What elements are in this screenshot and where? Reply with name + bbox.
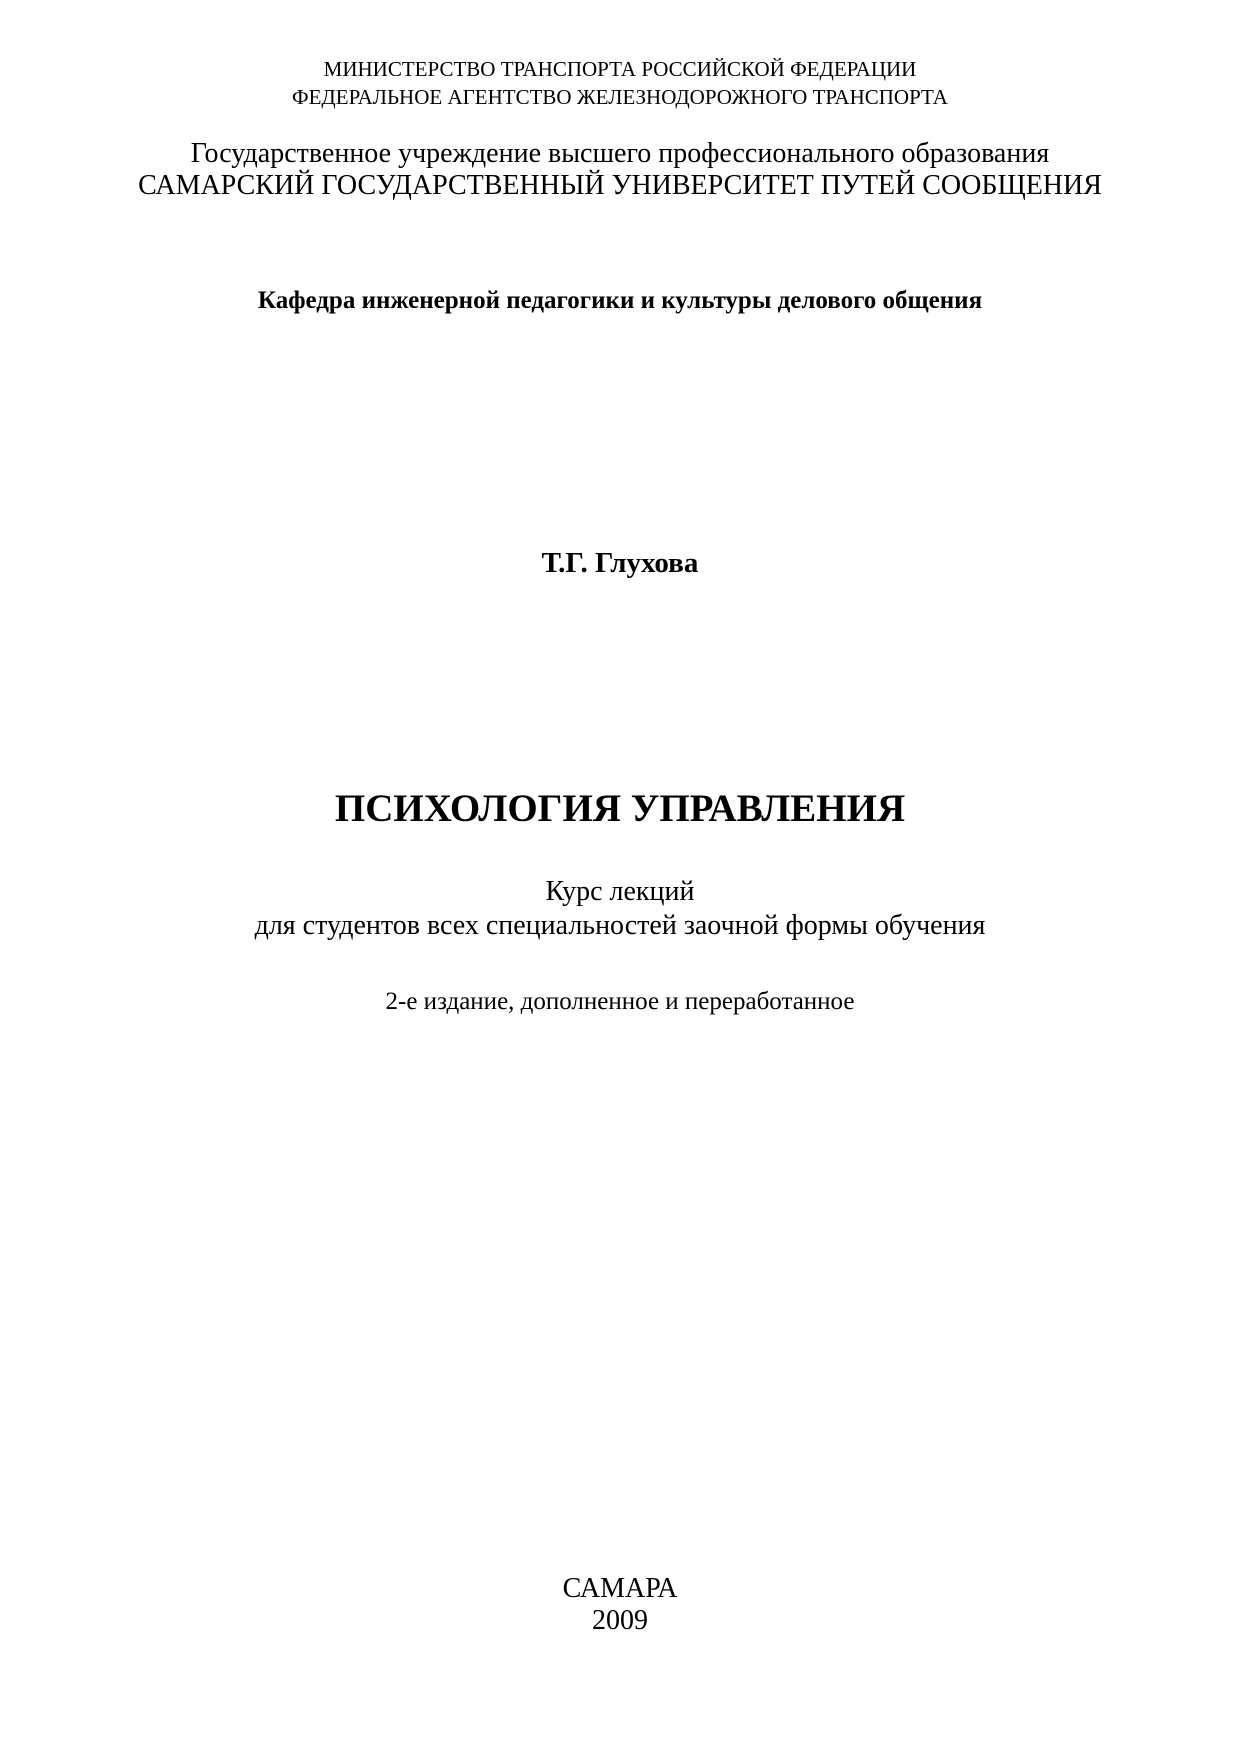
ministry-line-2: ФЕДЕРАЛЬНОЕ АГЕНТСТВО ЖЕЛЕЗНОДОРОЖНОГО ТРАНСПОРТА (292, 85, 948, 109)
institution-line-1: Государственное учреждение высшего профессионального образования (190, 138, 1050, 169)
edition-note: 2-е издание, дополненное и переработанное (385, 988, 855, 1015)
institution-line-2: САМАРСКИЙ ГОСУДАРСТВЕННЫЙ УНИВЕРСИТЕТ ПУТЕЙ СООБЩЕНИЯ (138, 170, 1102, 201)
ministry-line-1: МИНИСТЕРСТВО ТРАНСПОРТА РОССИЙСКОЙ ФЕДЕРАЦИИ (323, 57, 917, 81)
subtitle-line-1: Курс лекций (545, 876, 695, 907)
publication-year: 2009 (592, 1605, 648, 1636)
subtitle-line-2: для студентов всех специальностей заочной формы обучения (254, 910, 986, 941)
book-title: ПСИХОЛОГИЯ УПРАВЛЕНИЯ (334, 787, 906, 830)
department-name: Кафедра инженерной педагогики и культуры делового общения (257, 287, 983, 314)
author-name: Т.Г. Глухова (541, 547, 699, 579)
publication-city: САМАРА (562, 1573, 678, 1604)
